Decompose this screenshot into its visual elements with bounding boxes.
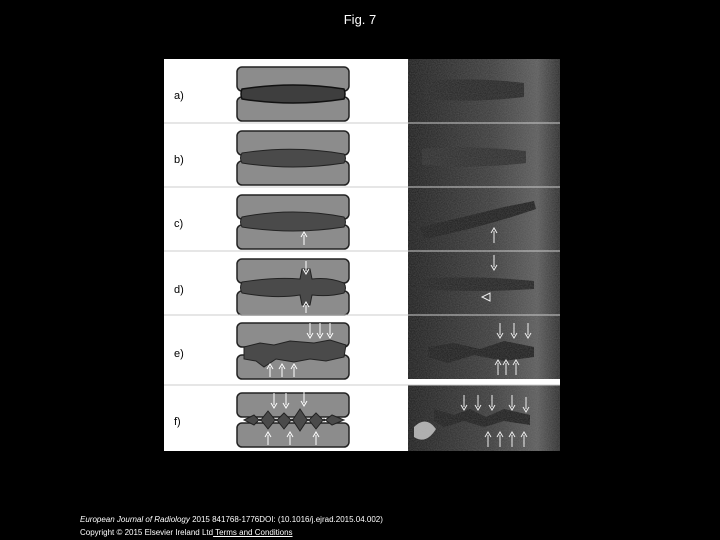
panel-label: b) [174,154,184,166]
figure-image [164,59,560,451]
terms-link[interactable]: Terms and Conditions [213,528,293,537]
copyright-line [80,526,383,539]
panel-f [174,385,560,451]
citation-line [80,513,383,526]
citation-text: 2015 841768-1776DOI: (10.1016/j.ejrad.2015.04.002) [189,515,383,524]
panel-a [174,59,560,123]
panel-label: d) [174,284,184,296]
panel-d [174,251,560,315]
panel-label: c) [174,218,184,230]
figure-panels [164,59,560,451]
panel-e [174,315,560,379]
journal-name: European Journal of Radiology [80,515,190,524]
panel-label: f) [174,416,181,428]
panel-c [174,187,560,251]
citation-footer [80,513,383,539]
panel-b [174,123,560,187]
panel-label: e) [174,348,184,360]
copyright-text: Copyright © 2015 Elsevier Ireland Ltd [80,528,214,537]
figure-title: Fig. 7 [343,12,377,27]
panel-label: a) [174,90,184,102]
